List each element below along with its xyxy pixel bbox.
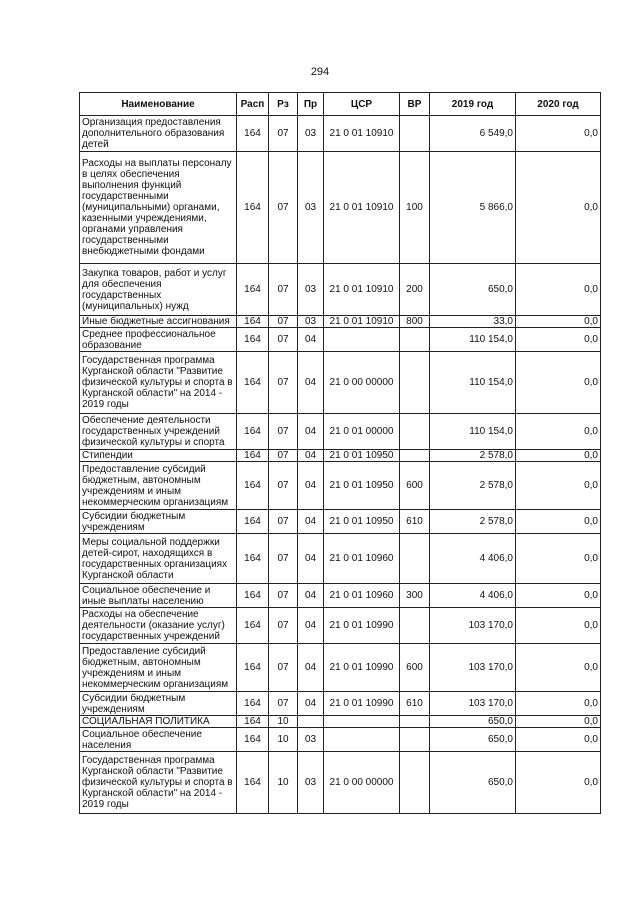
cell-2020: 0,0: [516, 510, 601, 534]
cell-pr: 04: [298, 414, 324, 450]
cell-2019: 4 406,0: [430, 584, 516, 608]
cell-csr: 21 0 01 10910: [324, 264, 400, 316]
cell-pr: 04: [298, 462, 324, 510]
cell-2019: 2 578,0: [430, 462, 516, 510]
cell-name: Организация предоставления дополнительного образования детей: [80, 116, 237, 152]
cell-pr: 04: [298, 692, 324, 716]
cell-pr: 04: [298, 584, 324, 608]
cell-rz: 07: [269, 316, 298, 328]
col-header-2019: 2019 год: [430, 93, 516, 116]
cell-csr: [324, 328, 400, 352]
cell-name: Государственная программа Курганской области "Развитие физической культуры и спорта в Курганской области" на 2014 - 2019 годы: [80, 352, 237, 414]
cell-pr: 03: [298, 116, 324, 152]
cell-rasp: 164: [237, 752, 269, 814]
cell-name: Субсидии бюджетным учреждениям: [80, 510, 237, 534]
cell-rasp: 164: [237, 462, 269, 510]
cell-rz: 10: [269, 716, 298, 728]
table-row: [80, 728, 601, 752]
cell-rasp: 164: [237, 450, 269, 462]
cell-rasp: 164: [237, 534, 269, 584]
cell-csr: 21 0 00 00000: [324, 352, 400, 414]
cell-rz: 07: [269, 510, 298, 534]
cell-rz: 10: [269, 728, 298, 752]
cell-pr: 04: [298, 450, 324, 462]
cell-2019: 103 170,0: [430, 692, 516, 716]
cell-2019: 2 578,0: [430, 450, 516, 462]
cell-pr: 03: [298, 728, 324, 752]
cell-pr: 04: [298, 534, 324, 584]
cell-rasp: 164: [237, 716, 269, 728]
cell-vr: [400, 414, 430, 450]
cell-rz: 07: [269, 414, 298, 450]
cell-csr: [324, 716, 400, 728]
cell-rasp: 164: [237, 116, 269, 152]
cell-pr: 04: [298, 510, 324, 534]
cell-pr: 03: [298, 752, 324, 814]
cell-csr: 21 0 01 10950: [324, 510, 400, 534]
cell-vr: [400, 352, 430, 414]
cell-rz: 07: [269, 152, 298, 264]
cell-rz: 07: [269, 644, 298, 692]
table-row: [80, 116, 601, 152]
table-row: [80, 352, 601, 414]
cell-2019: 103 170,0: [430, 644, 516, 692]
cell-pr: 04: [298, 328, 324, 352]
cell-rasp: 164: [237, 692, 269, 716]
cell-pr: [298, 716, 324, 728]
cell-csr: 21 0 01 10910: [324, 116, 400, 152]
cell-2020: 0,0: [516, 414, 601, 450]
cell-vr: [400, 608, 430, 644]
cell-2020: 0,0: [516, 316, 601, 328]
table-row: [80, 316, 601, 328]
cell-2020: 0,0: [516, 534, 601, 584]
table-row: [80, 584, 601, 608]
col-header-2020: 2020 год: [516, 93, 601, 116]
cell-2019: 103 170,0: [430, 608, 516, 644]
cell-rasp: 164: [237, 414, 269, 450]
cell-rz: 07: [269, 584, 298, 608]
cell-csr: 21 0 01 10910: [324, 152, 400, 264]
cell-2019: 5 866,0: [430, 152, 516, 264]
table-row: [80, 462, 601, 510]
cell-csr: 21 0 00 00000: [324, 752, 400, 814]
cell-rz: 07: [269, 352, 298, 414]
cell-2020: 0,0: [516, 264, 601, 316]
cell-rz: 07: [269, 328, 298, 352]
cell-vr: 600: [400, 644, 430, 692]
cell-vr: 610: [400, 510, 430, 534]
cell-rz: 07: [269, 116, 298, 152]
col-header-rasp: Расп: [237, 93, 269, 116]
cell-rz: 07: [269, 264, 298, 316]
cell-name: Предоставление субсидий бюджетным, автономным учреждениям и иным некоммерческим организациям: [80, 462, 237, 510]
table-row: [80, 692, 601, 716]
cell-vr: 800: [400, 316, 430, 328]
cell-name: Социальное обеспечение населения: [80, 728, 237, 752]
cell-rasp: 164: [237, 584, 269, 608]
cell-2019: 110 154,0: [430, 414, 516, 450]
cell-rasp: 164: [237, 152, 269, 264]
cell-pr: 04: [298, 608, 324, 644]
cell-2019: 110 154,0: [430, 328, 516, 352]
cell-csr: 21 0 01 10960: [324, 534, 400, 584]
cell-rasp: 164: [237, 264, 269, 316]
table-row: [80, 264, 601, 316]
cell-2020: 0,0: [516, 728, 601, 752]
cell-pr: 04: [298, 644, 324, 692]
cell-name: Закупка товаров, работ и услуг для обеспечения государственных (муниципальных) нужд: [80, 264, 237, 316]
cell-rasp: 164: [237, 608, 269, 644]
table-row: [80, 644, 601, 692]
cell-2019: 4 406,0: [430, 534, 516, 584]
table-row: [80, 414, 601, 450]
cell-2019: 650,0: [430, 264, 516, 316]
cell-vr: [400, 534, 430, 584]
cell-name: Иные бюджетные ассигнования: [80, 316, 237, 328]
cell-2019: 110 154,0: [430, 352, 516, 414]
cell-name: Государственная программа Курганской области "Развитие физической культуры и спорта в Курганской области" на 2014 - 2019 годы: [80, 752, 237, 814]
cell-2019: 650,0: [430, 716, 516, 728]
cell-2019: 6 549,0: [430, 116, 516, 152]
table-header-row: [80, 93, 601, 116]
cell-vr: 600: [400, 462, 430, 510]
cell-rasp: 164: [237, 352, 269, 414]
cell-rz: 07: [269, 692, 298, 716]
cell-2020: 0,0: [516, 608, 601, 644]
table-row: [80, 534, 601, 584]
cell-2020: 0,0: [516, 328, 601, 352]
cell-vr: 100: [400, 152, 430, 264]
cell-2020: 0,0: [516, 152, 601, 264]
cell-csr: [324, 728, 400, 752]
cell-rz: 07: [269, 608, 298, 644]
table-row: [80, 752, 601, 814]
cell-rasp: 164: [237, 510, 269, 534]
cell-csr: 21 0 01 10950: [324, 462, 400, 510]
cell-vr: 610: [400, 692, 430, 716]
cell-name: Расходы на выплаты персоналу в целях обеспечения выполнения функций государственными (муниципальными) органами, казенными учреждениями, органами управления государственными внебюджетными фондами: [80, 152, 237, 264]
cell-2020: 0,0: [516, 462, 601, 510]
cell-pr: 04: [298, 352, 324, 414]
cell-2020: 0,0: [516, 352, 601, 414]
cell-name: Меры социальной поддержки детей-сирот, находящихся в государственных организациях Курганской области: [80, 534, 237, 584]
cell-csr: 21 0 01 10990: [324, 692, 400, 716]
cell-vr: [400, 116, 430, 152]
cell-vr: [400, 752, 430, 814]
cell-pr: 03: [298, 316, 324, 328]
cell-rz: 07: [269, 462, 298, 510]
table-row: [80, 450, 601, 462]
cell-vr: [400, 450, 430, 462]
cell-rasp: 164: [237, 328, 269, 352]
cell-2020: 0,0: [516, 644, 601, 692]
table-row: [80, 510, 601, 534]
cell-csr: 21 0 01 10910: [324, 316, 400, 328]
cell-2020: 0,0: [516, 752, 601, 814]
cell-pr: 03: [298, 152, 324, 264]
cell-rz: 07: [269, 534, 298, 584]
cell-csr: 21 0 01 00000: [324, 414, 400, 450]
col-header-csr: ЦСР: [324, 93, 400, 116]
budget-table: [79, 92, 601, 814]
cell-vr: [400, 728, 430, 752]
page-number: 294: [310, 66, 330, 78]
cell-vr: 200: [400, 264, 430, 316]
cell-vr: 300: [400, 584, 430, 608]
cell-2019: 650,0: [430, 752, 516, 814]
cell-rasp: 164: [237, 316, 269, 328]
cell-2020: 0,0: [516, 116, 601, 152]
cell-vr: [400, 328, 430, 352]
table-row: [80, 716, 601, 728]
col-header-name: Наименование: [80, 93, 237, 116]
col-header-pr: Пр: [298, 93, 324, 116]
cell-rasp: 164: [237, 644, 269, 692]
cell-2020: 0,0: [516, 450, 601, 462]
cell-name: Обеспечение деятельности государственных учреждений физической культуры и спорта: [80, 414, 237, 450]
col-header-rz: Рз: [269, 93, 298, 116]
cell-2019: 650,0: [430, 728, 516, 752]
cell-csr: 21 0 01 10960: [324, 584, 400, 608]
cell-name: Субсидии бюджетным учреждениям: [80, 692, 237, 716]
cell-name: Предоставление субсидий бюджетным, автономным учреждениям и иным некоммерческим организациям: [80, 644, 237, 692]
cell-name: Стипендии: [80, 450, 237, 462]
cell-2020: 0,0: [516, 692, 601, 716]
cell-csr: 21 0 01 10990: [324, 644, 400, 692]
cell-csr: 21 0 01 10950: [324, 450, 400, 462]
table-row: [80, 152, 601, 264]
cell-rz: 10: [269, 752, 298, 814]
cell-name: Социальное обеспечение и иные выплаты населению: [80, 584, 237, 608]
cell-2020: 0,0: [516, 584, 601, 608]
cell-2019: 33,0: [430, 316, 516, 328]
cell-name: Среднее профессиональное образование: [80, 328, 237, 352]
col-header-vr: ВР: [400, 93, 430, 116]
cell-pr: 03: [298, 264, 324, 316]
cell-2019: 2 578,0: [430, 510, 516, 534]
cell-rz: 07: [269, 450, 298, 462]
cell-name: Расходы на обеспечение деятельности (оказание услуг) государственных учреждений: [80, 608, 237, 644]
table-row: [80, 608, 601, 644]
cell-csr: 21 0 01 10990: [324, 608, 400, 644]
cell-vr: [400, 716, 430, 728]
cell-2020: 0,0: [516, 716, 601, 728]
table-row: [80, 328, 601, 352]
cell-rasp: 164: [237, 728, 269, 752]
cell-name: СОЦИАЛЬНАЯ ПОЛИТИКА: [80, 716, 237, 728]
